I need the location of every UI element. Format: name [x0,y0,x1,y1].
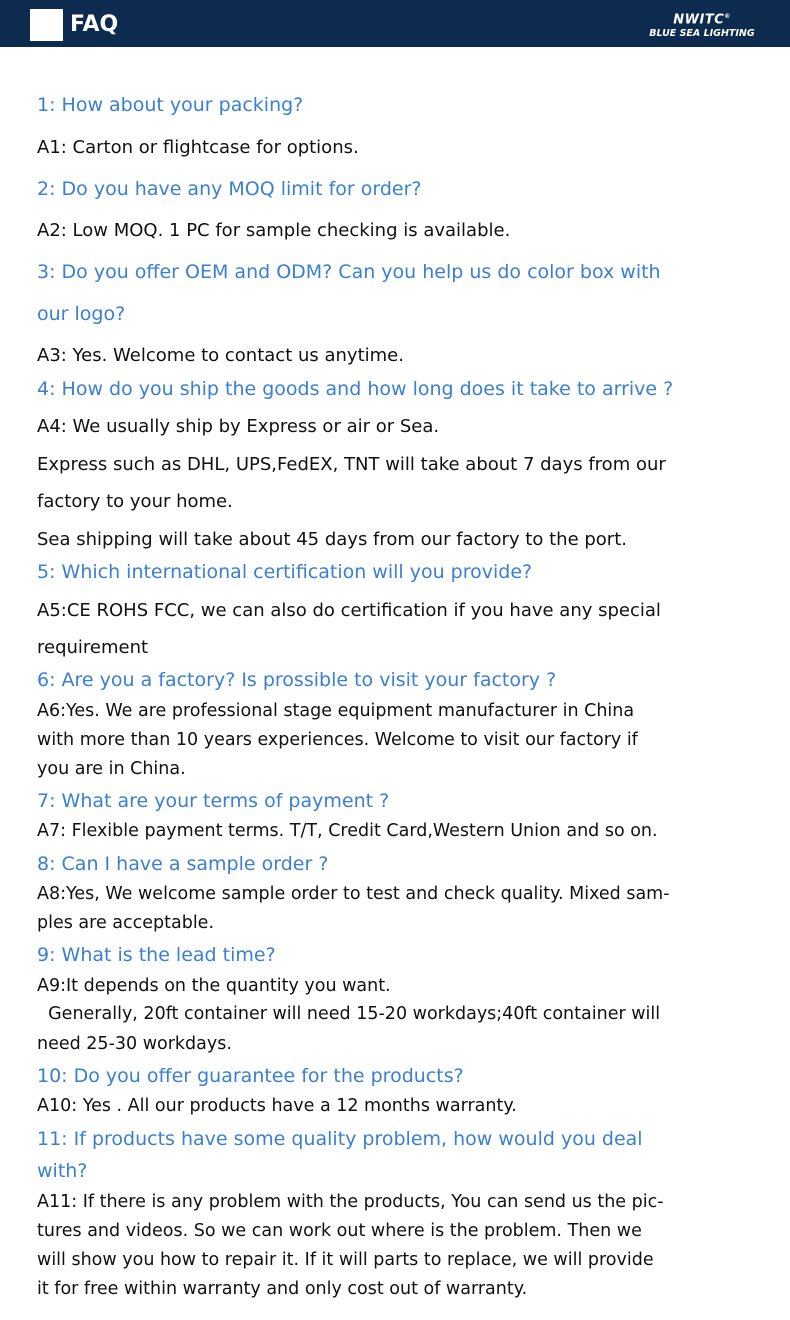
faq-answer: you are in China. [37,759,186,779]
faq-question: 11: If products have some quality problem, how would you deal [37,1128,643,1150]
faq-answer: Express such as DHL, UPS,FedEX, TNT will take about 7 days from our [37,454,666,475]
faq-answer: A2: Low MOQ. 1 PC for sample checking is available. [37,220,511,241]
faq-answer: A6:Yes. We are professional stage equipment manufacturer in China [37,701,635,721]
faq-answer: A9:It depends on the quantity you want. [37,976,391,996]
faq-question: with? [37,1160,88,1182]
faq-answer: tures and videos. So we can work out where is the problem. Then we [37,1221,642,1241]
faq-answer: A10: Yes . All our products have a 12 months warranty. [37,1096,517,1116]
faq-answer: ples are acceptable. [37,913,215,933]
faq-question: 4: How do you ship the goods and how long does it take to arrive ? [37,378,674,400]
faq-square-icon [30,9,63,41]
brand-logo [642,10,762,40]
faq-question: 2: Do you have any MOQ limit for order? [37,178,422,200]
faq-answer: need 25-30 workdays. [37,1034,232,1054]
faq-answer: it for free within warranty and only cost out of warranty. [37,1279,528,1299]
faq-question: 7: What are your terms of payment ? [37,790,390,812]
faq-question: our logo? [37,303,126,325]
faq-question: 1: How about your packing? [37,94,304,116]
faq-answer: A4: We usually ship by Express or air or Sea. [37,416,440,437]
faq-question: 6: Are you a factory? Is prossible to visit your factory ? [37,669,557,691]
faq-answer: will show you how to repair it. If it will parts to replace, we will provide [37,1250,654,1270]
faq-answer: A5:CE ROHS FCC, we can also do certification if you have any special [37,600,661,621]
logo-brand: NWITC® [673,12,731,28]
faq-question: 8: Can I have a sample order ? [37,853,329,875]
header-bar [0,0,790,47]
logo-tagline: BLUE SEA LIGHTING [649,28,755,40]
faq-question: 5: Which international certification will you provide? [37,561,533,583]
faq-answer: A1: Carton or flightcase for options. [37,137,359,158]
faq-question: 9: What is the lead time? [37,944,276,966]
faq-answer: A8:Yes, We welcome sample order to test and check quality. Mixed sam- [37,884,670,904]
faq-question: 10: Do you offer guarantee for the products? [37,1065,464,1087]
faq-answer: A7: Flexible payment terms. T/T, Credit Card,Western Union and so on. [37,821,658,841]
faq-answer: A11: If there is any problem with the products, You can send us the pic- [37,1192,664,1212]
faq-answer: A3: Yes. Welcome to contact us anytime. [37,345,404,366]
faq-answer: Generally, 20ft container will need 15-20 workdays;40ft container will [37,1004,661,1024]
faq-answer: requirement [37,637,149,658]
faq-answer: Sea shipping will take about 45 days from our factory to the port. [37,529,627,550]
faq-question: 3: Do you offer OEM and ODM? Can you help us do color box with [37,261,661,283]
faq-answer: with more than 10 years experiences. Welcome to visit our factory if [37,730,638,750]
faq-answer: factory to your home. [37,491,233,512]
page-title: FAQ [70,12,119,37]
